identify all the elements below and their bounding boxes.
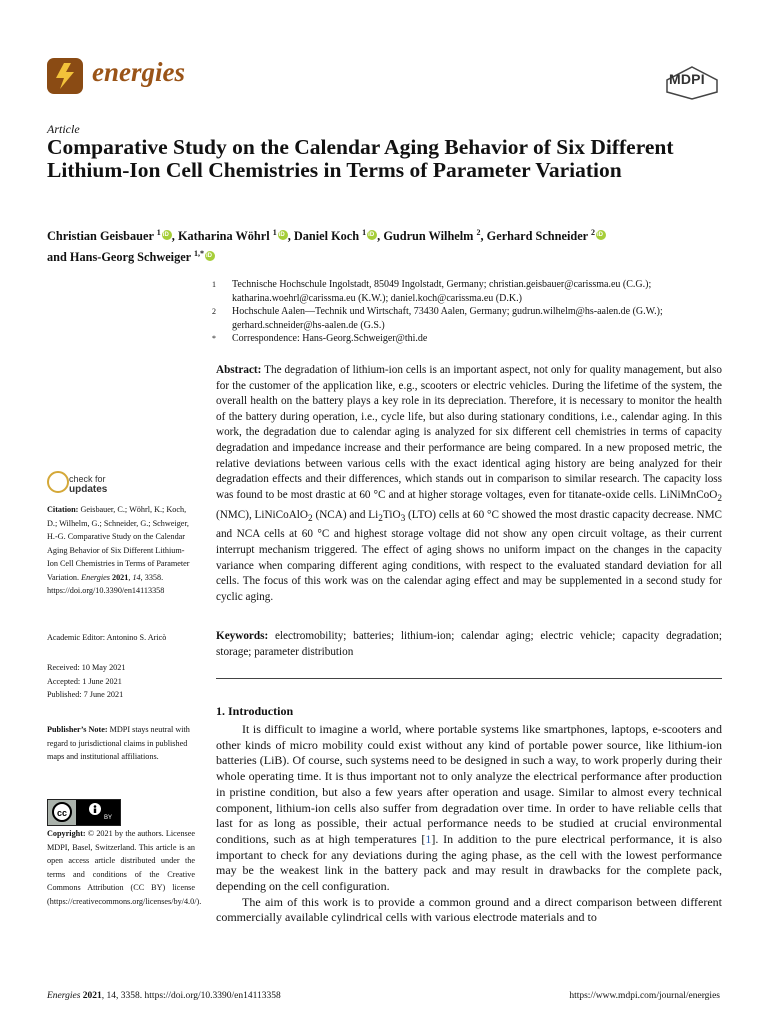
citation-pages: 3358. [144,572,164,582]
copyright-label: Copyright: [47,829,86,838]
footer-citation-rest: , 14, 3358. https://doi.org/10.3390/en14113358 [101,991,281,1001]
reference-link[interactable]: 1 [425,831,432,846]
introduction-body [216,722,722,926]
citation-doi-link[interactable]: https://doi.org/10.3390/en14113358 [47,586,165,595]
author-name[interactable]: and Hans-Georg Schweiger [47,250,191,265]
accepted-date: Accepted: 1 June 2021 [47,676,122,686]
intro-text: It is difficult to imagine a world, where portable systems like smartphones, laptops, e-scooters and other kinds of micro mobility could exist without any kind of portable power source, like lithium-ion batteries (LiB). Of course, such systems need to be designed in such a way, to work properly during their whole operating time. It is thus important not to only analyze the electrical performance after production in pristine condition, but also a few years after operation and usage. Similar to almost every technical component, lithium-ion cells also suffer from degradation over time. In order to have reliable cells that last for as long as possible, their actual performance needs to be studied at crucial environmental conditions, such as at high temperatures [ [216,722,722,846]
intro-text-continued: ]. In addition to the pure electrical performance, it is also important to check for any deviations during the aging phase, as the cell with the lowest performance may be the weakest link in the battery pack and may result in drawbacks for the complete pack, depending on the cell configuration. [216,831,723,894]
author-name[interactable]: Katharina Wöhrl [177,229,270,244]
journal-logo-icon [47,58,83,94]
section-heading: 1. Introduction [216,704,294,718]
keywords-text: electromobility; batteries; lithium-ion; calendar aging; electric vehicle; capacity degradation; storage; parameter distribution [216,630,723,658]
copyright-notice [47,827,202,908]
publisher-note-text: MDPI stays neutral with regard to jurisdictional claims in published maps and institutional affiliations. [47,725,190,761]
keywords-label: Keywords: [216,630,269,642]
abstract-text-continued: cells at 60 °C showed the most drastic capacity decrease. NMC and NCA cells at 60 °C and highest storage voltage did not show any open circuit voltage, as their current interrupt mechanism triggered. The effect of aging shows no uniform impact on the changes in the capacity variance when comparing different aging conditions, with respect to the evaluated standard deviation for all cells. The focus of this work was on the calendar aging effect and may be supplemented in a second study for cyclic aging. [216,508,723,603]
author-affiliation-sup: 1 [156,228,161,237]
author-affiliation-sup: 2 [476,228,481,237]
mdpi-logo-icon [666,66,718,105]
received-date: Received: 10 May 2021 [47,663,126,672]
author-affiliation-sup: 2 [590,228,595,237]
author-affiliation-sup: 1 [272,228,277,237]
correspondence-text: Correspondence: Hans-Georg.Schweiger@thi.de [232,333,428,344]
chemistry-formulas: LiNiMnCoO$_2$ (NMC), LiNiCoAlO$_2$ (NCA) and $Li_2TiO_3$ (LTO) [216,488,723,524]
affiliation-text: Hochschule Aalen—Technik und Wirtschaft, 73430 Aalen, Germany; gudrun.wilhelm@hs-aalen.de (G.W.); gerhard.schneider@hs-aalen.de (G.S.) [232,306,663,331]
publication-dates [47,661,195,702]
citation-journal: Energies [81,572,110,582]
publisher-note [47,723,195,764]
orcid-icon[interactable] [205,251,215,261]
author-name[interactable]: Gerhard Schneider [486,229,588,244]
author-affiliation-sup: 1,* [194,249,204,259]
orcid-icon[interactable] [596,230,606,240]
author-list: Christian Geisbauer $^1$iD , Katharina Wöhrl $^1$iD , Daniel Koch $^1$iD , Gudrun Wilhelm $^2$, Gerhard Schneider $^2$iD and Hans-Georg Schweiger $^{1,*}$iD [47,224,727,266]
footer-journal-url[interactable]: https://www.mdpi.com/journal/energies [569,991,720,1001]
citation-text: Geisbauer, C.; Wöhrl, K.; Koch, D.; Wilhelm, G.; Schneider, G.; Schweiger, H.-G. Comparative Study on the Calendar Aging Behavior of Six Different Lithium-Ion Cell Chemistries in Terms of Parameter Variation. [47,505,190,582]
cc-by-license-badge[interactable] [47,799,121,826]
author-name[interactable]: Gudrun Wilhelm [383,229,474,244]
article-title: Comparative Study on the Calendar Aging Behavior of Six Different Lithium-Ion Cell Chemistries in Terms of Parameter Variation [47,135,674,182]
affiliation-number: 1 [212,280,216,289]
affiliation-1 [214,278,726,305]
correspondence [214,332,726,346]
orcid-icon[interactable] [162,230,172,240]
publisher-note-label: Publisher’s Note: [47,725,108,734]
footer-journal: Energies [47,991,81,1001]
abstract [216,363,722,605]
copyright-text: © 2021 by the authors. Licensee MDPI, Basel, Switzerland. This article is an open access article distributed under the terms and conditions of the Creative Commons Attribution (CC BY) license (https://creativecommons.org/licenses/by/4.0/). [47,829,202,906]
affiliation-2 [214,305,726,332]
author-name[interactable]: Christian Geisbauer [47,229,154,244]
citation-year: 2021 [111,572,129,582]
section-divider [216,678,722,679]
citation-label: Citation: [47,505,79,514]
published-date: Published: 7 June 2021 [47,690,124,699]
journal-name: energies [92,57,185,87]
svg-text:cc: cc [56,808,68,818]
footer-citation [47,991,281,1001]
footer-year: 2021 [82,991,102,1001]
publisher-name: MDPI [669,71,705,87]
cc-by-label: BY [104,815,113,821]
citation-block: Citation: Geisbauer, C.; Wöhrl, K.; Koch, D.; Wilhelm, G.; Schneider, G.; Schweiger, H.-G. Comparative Study on the Calendar Aging Behavior of Six Different Lithium-Ion Cell Chemistries in Terms of Parameter Variation. Energies 2021, 14, 3358. https://doi.org/10.3390/en14113358 [47,505,190,595]
orcid-icon[interactable] [278,230,288,240]
article-type: Article [47,122,80,136]
abstract-label: Abstract: [216,364,262,376]
check-updates-icon [47,471,69,493]
creative-commons-icon [48,800,120,825]
academic-editor: Academic Editor: Antonino S. Aricò [47,633,167,642]
intro-paragraph [216,722,722,895]
check-updates-line2: updates [69,484,108,495]
keywords [216,629,722,660]
affiliation-number: 2 [212,307,216,316]
citation-volume: 14 [132,572,141,582]
abstract-text: The degradation of lithium-ion cells is an important aspect, not only for quality management, but also for the customer of the application like, e.g., scooters or electric vehicles. During the lifetime of the system, the overall health on the battery plays a key role in its depreciation. Therefore, it is necessary to monitor the health of the battery during operation, i.e., cycle life, but also during stationary conditions, i.e., calendar aging. In this work, the degradation due to calendar aging is analyzed for six different cell chemistries in terms of capacity degradation and impedance increase and their performance are being compared. In a new proposed metric, the relative deviations between various cells with the exact identical aging history are being analyzed for their degradation effects and their differences, which stands out in comparison to similar research. The capacity loss was found to be most drastic at 60 °C and at higher storage voltages, even for titanate-oxide cells. [216,364,722,501]
check-updates-line1: check for [69,474,106,484]
author-name[interactable]: Daniel Koch [293,229,360,244]
affiliation-text: Technische Hochschule Ingolstadt, 85049 Ingolstadt, Germany; christian.geisbauer@carissma.eu (C.G.); katharina.woehrl@carissma.eu (K.W.); daniel.koch@carissma.eu (D.K.) [232,279,652,304]
intro-paragraph: The aim of this work is to provide a common ground and a direct comparison between different commercially available cylindrical cells with various electrode materials and to [216,894,722,925]
orcid-icon[interactable] [367,230,377,240]
affiliation-number: * [212,334,216,343]
author-affiliation-sup: 1 [362,228,367,237]
